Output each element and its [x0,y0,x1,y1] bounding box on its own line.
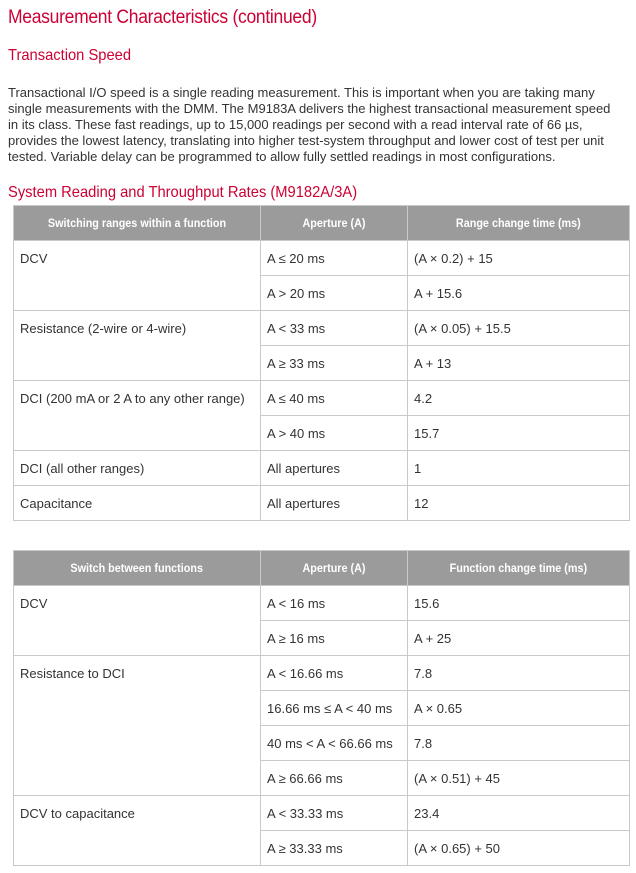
page-title: Measurement Characteristics (continued) [8,7,317,28]
aperture-cell: All apertures [261,486,408,521]
time-cell: (A × 0.2) + 15 [408,241,630,276]
aperture-cell: A < 33 ms [261,311,408,346]
function-cell: Capacitance [14,486,261,521]
table-row [14,241,630,276]
aperture-cell: 16.66 ms ≤ A < 40 ms [261,691,408,726]
time-cell: 7.8 [408,726,630,761]
time-cell: A × 0.65 [408,691,630,726]
function-cell: DCI (all other ranges) [14,451,261,486]
aperture-cell: A ≥ 33.33 ms [261,831,408,866]
column-header [261,551,408,586]
aperture-cell: A ≥ 16 ms [261,621,408,656]
section-title-transaction-speed: Transaction Speed [8,47,132,64]
column-header [261,206,408,241]
time-cell: A + 25 [408,621,630,656]
function-cell: DCI (200 mA or 2 A to any other range) [14,381,261,451]
paragraph-line: tested. Variable delay can be programmed to allow fully settled readings in most configurations. [8,149,556,164]
time-cell: 4.2 [408,381,630,416]
column-header-label: Range change time (ms) [456,216,581,230]
function-change-table [13,550,630,866]
column-header [408,551,630,586]
time-cell: (A × 0.51) + 45 [408,761,630,796]
column-header-label: Switching ranges within a function [47,216,227,230]
column-header-label: Aperture (A) [302,561,366,575]
table-row [14,381,630,416]
aperture-cell: A > 40 ms [261,416,408,451]
paragraph-line: Transactional I/O speed is a single reading measurement. This is important when you are taking many [8,85,595,100]
function-cell: DCV [14,241,261,311]
time-cell: (A × 0.05) + 15.5 [408,311,630,346]
column-header-label: Switch between functions [70,561,204,575]
range-change-table [13,205,630,521]
table-header-row [14,551,630,586]
column-header-label: Aperture (A) [302,216,366,230]
table-row [14,796,630,831]
function-cell: Resistance (2-wire or 4-wire) [14,311,261,381]
paragraph-line: in its class. These fast readings, up to 15,000 readings per second with a read interval rate of 66 µs, [8,117,583,132]
table-row [14,586,630,621]
time-cell: 15.6 [408,586,630,621]
aperture-cell: A ≥ 33 ms [261,346,408,381]
time-cell: 12 [408,486,630,521]
section-title-reading-rates: System Reading and Throughput Rates (M9182A/3A) [8,184,358,201]
paragraph-line: single measurements with the DMM. The M9183A delivers the highest transactional measurement speed [8,101,611,116]
column-header [14,551,261,586]
table-header-row [14,206,630,241]
aperture-cell: A > 20 ms [261,276,408,311]
time-cell: 1 [408,451,630,486]
table-row [14,656,630,691]
aperture-cell: 40 ms < A < 66.66 ms [261,726,408,761]
aperture-cell: A < 33.33 ms [261,796,408,831]
table-row [14,311,630,346]
function-cell: Resistance to DCI [14,656,261,796]
time-cell: 15.7 [408,416,630,451]
time-cell: A + 13 [408,346,630,381]
paragraph-line: provides the lowest latency, translating into higher test-system throughput and lower cost of test per unit [8,133,604,148]
aperture-cell: A ≤ 20 ms [261,241,408,276]
time-cell: (A × 0.65) + 50 [408,831,630,866]
column-header [408,206,630,241]
column-header [14,206,261,241]
aperture-cell: All apertures [261,451,408,486]
aperture-cell: A ≥ 66.66 ms [261,761,408,796]
aperture-cell: A ≤ 40 ms [261,381,408,416]
aperture-cell: A < 16 ms [261,586,408,621]
table-row [14,451,630,486]
time-cell: A + 15.6 [408,276,630,311]
table-row [14,486,630,521]
function-cell: DCV to capacitance [14,796,261,866]
column-header-label: Function change time (ms) [449,561,588,575]
aperture-cell: A < 16.66 ms [261,656,408,691]
time-cell: 7.8 [408,656,630,691]
transaction-speed-paragraph [8,85,630,165]
function-cell: DCV [14,586,261,656]
time-cell: 23.4 [408,796,630,831]
